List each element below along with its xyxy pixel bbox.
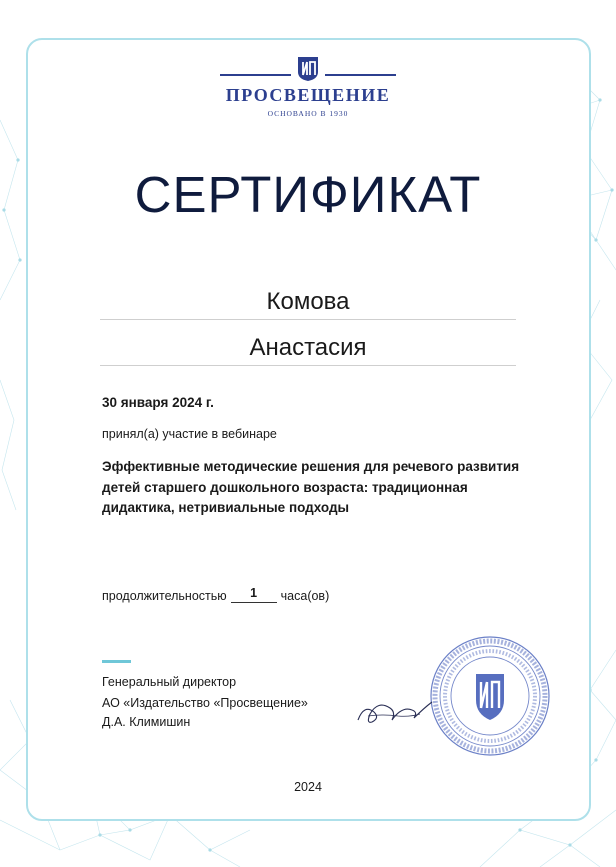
event-date: 30 января 2024 г.: [102, 395, 214, 410]
recipient-first-name: Анастасия: [249, 334, 367, 361]
signatory-organization: АО «Издательство «Просвещение»: [102, 696, 308, 710]
handwritten-signature-icon: [354, 690, 434, 730]
participation-text: принял(а) участие в вебинаре: [102, 427, 277, 441]
signatory-name: Д.А. Климишин: [102, 715, 191, 729]
publisher-slogan: ОСНОВАНО В 1930: [267, 109, 349, 118]
signatory-position: Генеральный директор: [102, 675, 237, 689]
publisher-name: ПРОСВЕЩЕНИЕ: [225, 85, 391, 105]
webinar-topic: Эффективные методические решения для речевого развития детей старшего дошкольного возраста: традиционная дидактика, нетривиальные подходы: [102, 459, 520, 515]
certificate-year: 2024: [294, 780, 322, 794]
logo-rule-right: [325, 74, 396, 76]
duration-row: [102, 585, 329, 603]
official-seal-icon: [428, 634, 552, 758]
signatory-accent-bar: [102, 660, 131, 663]
duration-prefix: продолжительностью: [102, 589, 227, 603]
duration-hours: 1: [231, 585, 277, 603]
certificate-title: СЕРТИФИКАТ: [134, 166, 482, 223]
name-divider: [100, 319, 516, 320]
duration-suffix: часа(ов): [280, 589, 330, 603]
prosveshchenie-logo-icon: [295, 56, 321, 82]
name-divider: [100, 365, 516, 366]
logo-rule-left: [220, 74, 291, 76]
recipient-surname: Комова: [266, 288, 350, 315]
